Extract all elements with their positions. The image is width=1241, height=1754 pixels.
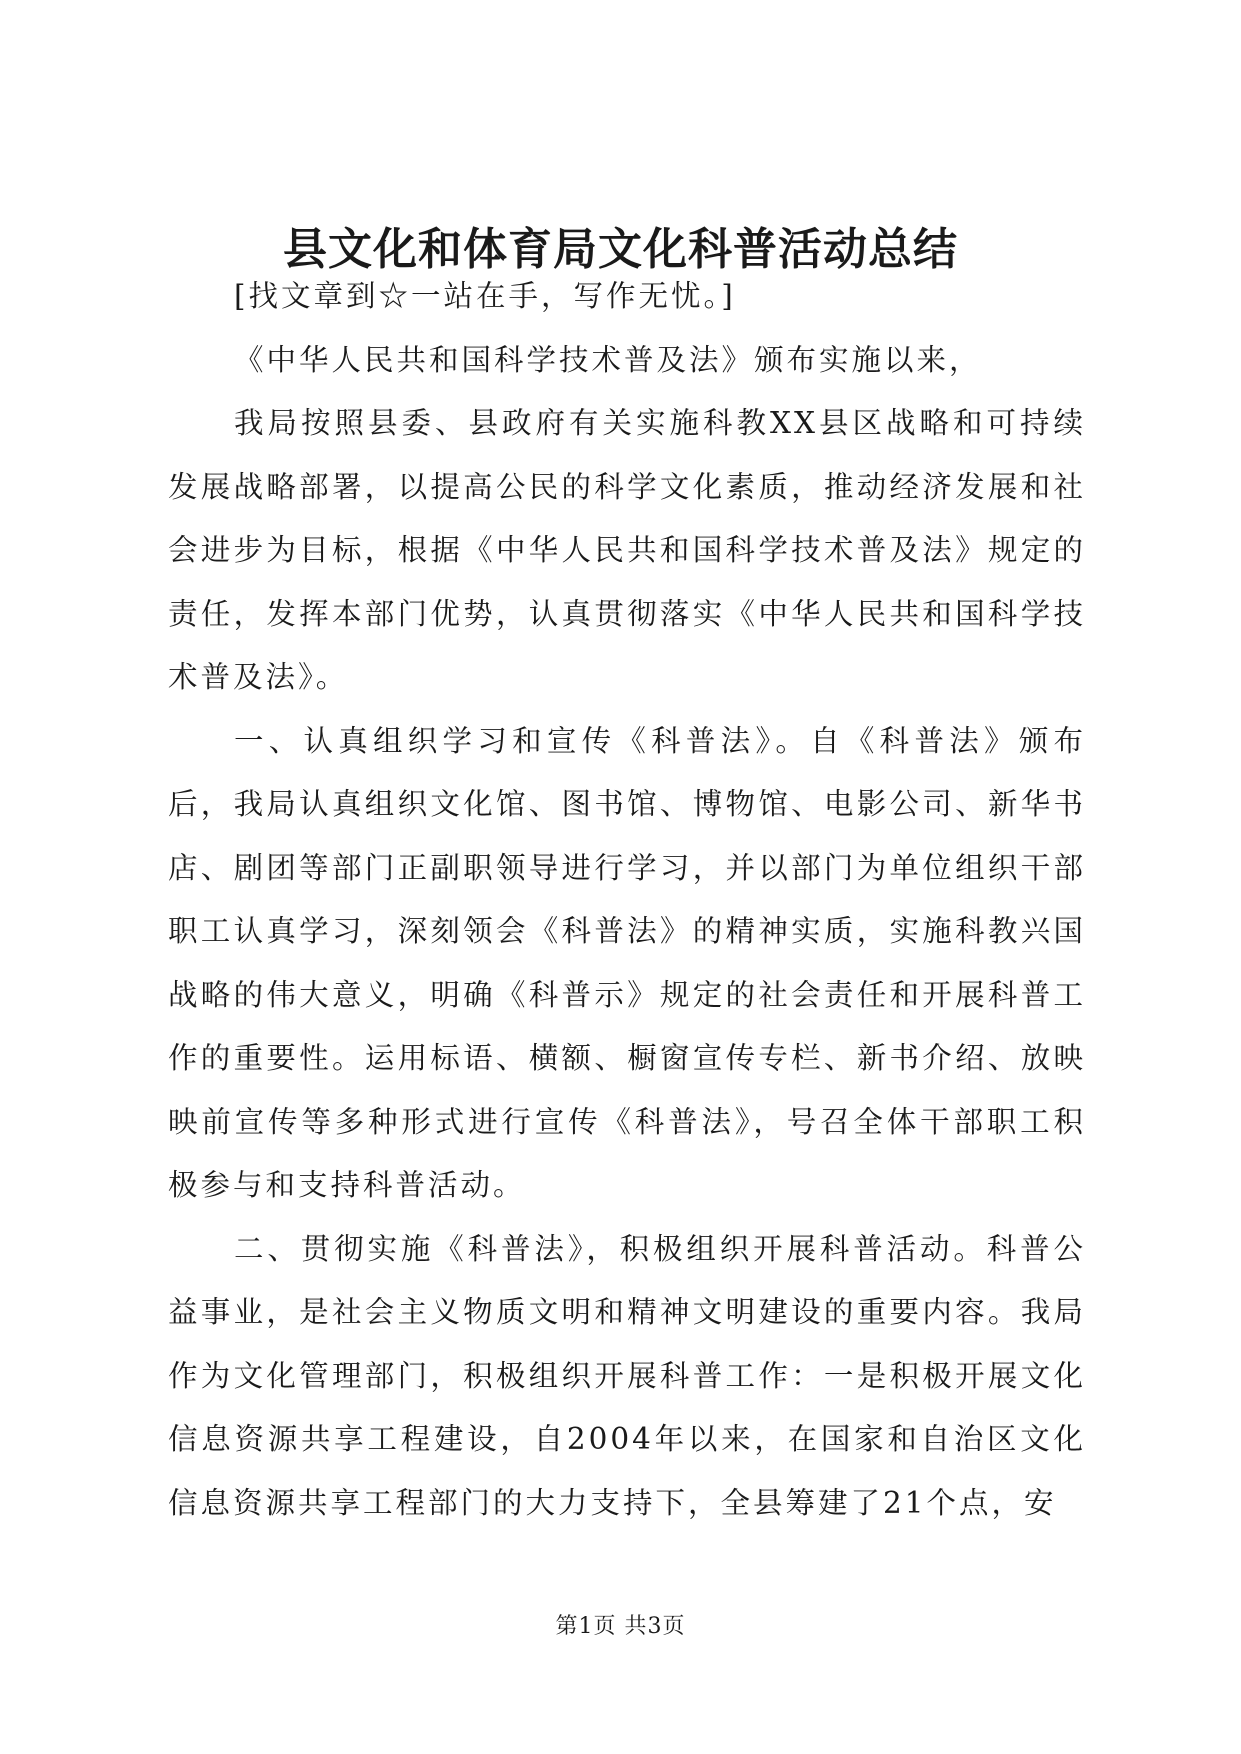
tagline: [找文章到☆一站在手，写作无忧。]: [234, 279, 736, 313]
paragraph-strategy: 我局按照县委、县政府有关实施科教XX县区战略和可持续发展战略部署，以提高公民的科学文化素质，推动经济发展和社会进步为目标，根据《中华人民共和国科学技术普及法》规定的责任，发挥本部门优势，认真贯彻落实《中华人民共和国科学技术普及法》。: [168, 406, 1086, 694]
page-title: 县文化和体育局文化科普活动总结: [283, 224, 958, 275]
page-number-footer: 第1页 共3页: [555, 1614, 686, 1639]
paragraph-section-one: 一、认真组织学习和宣传《科普法》。自《科普法》颁布后，我局认真组织文化馆、图书馆、博物馆、电影公司、新华书店、剧团等部门正副职领导进行学习，并以部门为单位组织干部职工认真学习，深刻领会《科普法》的精神实质，实施科教兴国战略的伟大意义，明确《科普示》规定的社会责任和开展科普工作的重要性。运用标语、横额、橱窗宣传专栏、新书介绍、放映映前宣传等多种形式进行宣传《科普法》，号召全体干部职工积极参与和支持科普活动。: [168, 723, 1086, 1202]
paragraph-intro: 《中华人民共和国科学技术普及法》颁布实施以来，: [234, 342, 982, 377]
document-body: [168, 265, 1086, 1535]
paragraph-section-two: 二、贯彻实施《科普法》，积极组织开展科普活动。科普公益事业，是社会主义物质文明和精神文明建设的重要内容。我局作为文化管理部门，积极组织开展科普工作：一是积极开展文化信息资源共享工程建设，自2004年以来，在国家和自治区文化信息资源共享工程部门的大力支持下，全县筹建了21个点，安: [168, 1231, 1086, 1520]
